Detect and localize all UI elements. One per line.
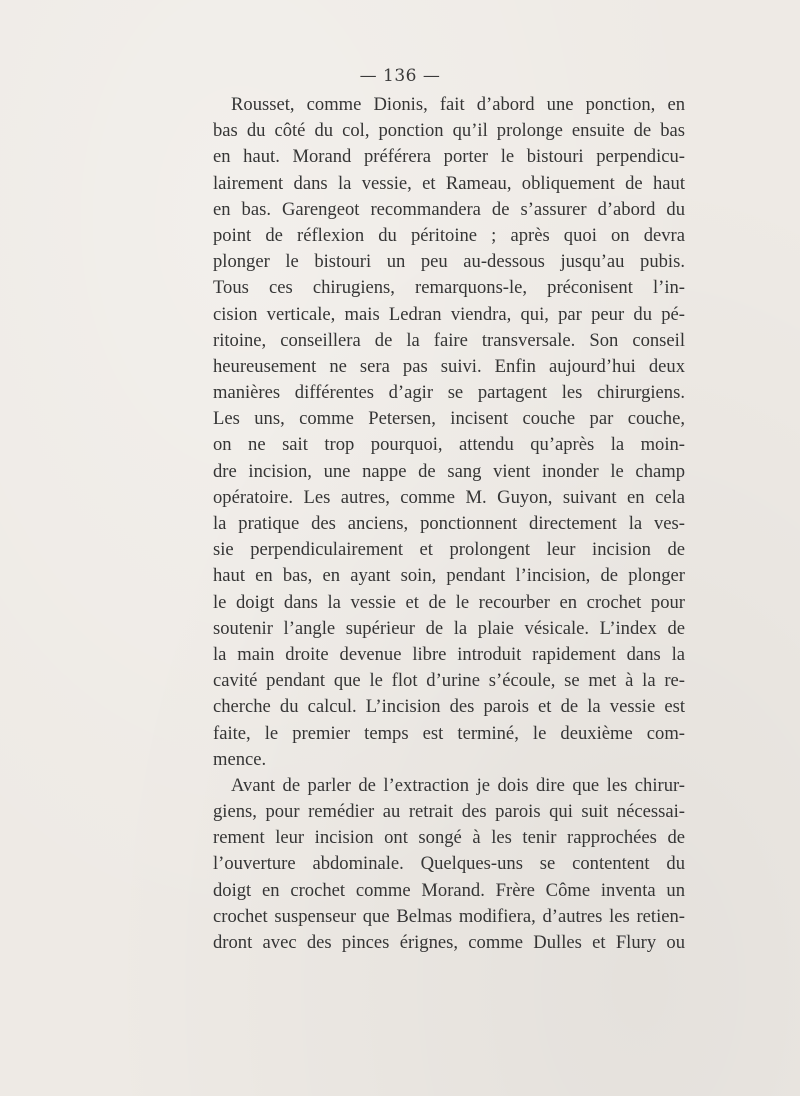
text-line: en haut. Morand préférera porter le bistouri perpendicu- [213, 146, 685, 168]
paragraph-1 [213, 92, 685, 773]
text-line: rement leur incision ont songé à les tenir rapprochées de [213, 827, 685, 849]
text-line: mence. [213, 748, 267, 770]
text-line: ritoine, conseillera de la faire transversale. Son conseil [213, 329, 685, 351]
text-line: opératoire. Les autres, comme M. Guyon, suivant en cela [213, 486, 685, 508]
text-line: Les uns, comme Petersen, incisent couche par couche, [213, 408, 685, 430]
text-line: manières différentes d’agir se partagent les chirurgiens. [213, 382, 685, 404]
text-line: en bas. Garengeot recommandera de s’assurer d’abord du [213, 198, 685, 220]
page-number: — 136 — [359, 66, 441, 86]
text-line: faite, le premier temps est terminé, le deuxième com- [213, 722, 685, 744]
text-line: plonger le bistouri un peu au-dessous jusqu’au pubis. [213, 251, 685, 273]
text-line: haut en bas, en ayant soin, pendant l’incision, de plonger [213, 565, 685, 587]
text-line: on ne sait trop pourquoi, attendu qu’après la moin- [213, 434, 685, 456]
text-line: le doigt dans la vessie et de le recourber en crochet pour [213, 591, 685, 613]
text-line: soutenir l’angle supérieur de la plaie vésicale. L’index de [213, 617, 685, 639]
text-line: l’ouverture abdominale. Quelques-uns se contentent du [213, 853, 685, 875]
text-line: dront avec des pinces érignes, comme Dulles et Flury ou [213, 932, 685, 953]
text-line: Rousset, comme Dionis, fait d’abord une ponction, en [231, 94, 685, 115]
text-line: Avant de parler de l’extraction je dois dire que les chirur- [231, 774, 685, 796]
text-line: sie perpendiculairement et prolongent leur incision de [213, 539, 685, 561]
text-line: la main droite devenue libre introduit rapidement dans la [213, 643, 685, 665]
text-line: heureusement ne sera pas suivi. Enfin aujourd’hui deux [213, 355, 685, 377]
text-line: doigt en crochet comme Morand. Frère Côme inventa un [213, 879, 685, 901]
text-line: dre incision, une nappe de sang vient inonder le champ [213, 460, 685, 482]
text-line: crochet suspenseur que Belmas modifiera, d’autres les retien- [213, 905, 685, 927]
text-line: lairement dans la vessie, et Rameau, obliquement de haut [213, 172, 685, 194]
text-line: cavité pendant que le flot d’urine s’écoule, se met à la re- [213, 670, 685, 692]
paragraph-2 [213, 773, 685, 956]
text-line: bas du côté du col, ponction qu’il prolonge ensuite de bas [213, 120, 685, 142]
text-line: cherche du calcul. L’incision des parois et de la vessie est [213, 696, 685, 718]
text-line: cision verticale, mais Ledran viendra, qui, par peur du pé- [213, 303, 685, 325]
text-line: giens, pour remédier au retrait des parois qui suit nécessai- [213, 801, 685, 823]
text-line: la pratique des anciens, ponctionnent directement la ves- [213, 513, 685, 534]
body-text [213, 92, 685, 956]
text-line: point de réflexion du péritoine ; après quoi on devra [213, 224, 685, 246]
text-line: Tous ces chirugiens, remarquons-le, préconisent l’in- [213, 277, 685, 299]
